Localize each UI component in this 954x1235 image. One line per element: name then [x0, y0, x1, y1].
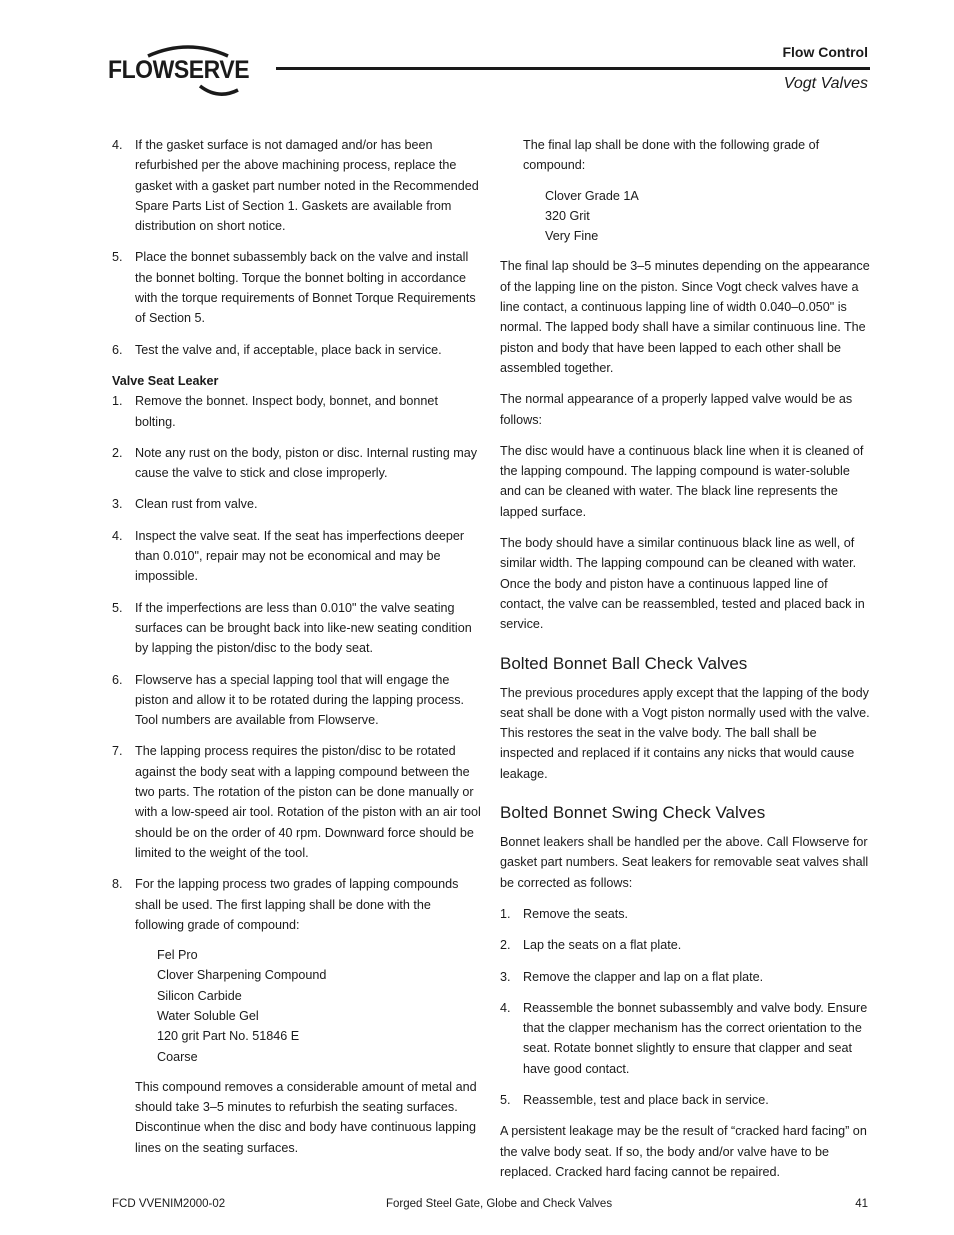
compound-line: Water Soluble Gel: [157, 1008, 259, 1023]
item-text: Reassemble the bonnet subassembly and valve body. Ensure that the clapper mechanism has the correct orientation to the seat. Rotate bonnet slightly to ensure that clapper and seat have good contact.: [523, 1000, 868, 1076]
paragraph: The previous procedures apply except that the lapping of the body seat shall be done with a Vogt piston normally used with the valve. This restores the seat in the valve body. The ball shall be inspected and replaced if it contains any nicks that would cause leakage.: [500, 685, 870, 781]
list-item: [112, 670, 482, 731]
item-number: 3.: [500, 969, 511, 984]
footer-doc-title: Forged Steel Gate, Globe and Check Valves: [386, 1198, 613, 1210]
compound-line: 320 Grit: [545, 208, 590, 223]
item-text: If the imperfections are less than 0.010" the valve seating surfaces can be brought back into like-new seating condition by lapping the piston/disc to the body seat.: [135, 600, 472, 656]
item-number: 1.: [112, 394, 123, 409]
item-followup-text: This compound removes a considerable amount of metal and should take 3–5 minutes to refurbish the seating surfaces. Discontinue when the disc and body have continuous lapping lines on the seating surfaces.: [135, 1079, 477, 1155]
paragraph: Bonnet leakers shall be handled per the above. Call Flowserve for gasket part numbers. Seat leakers for removable seat valves shall be corrected as follows:: [500, 835, 869, 890]
item-text: Remove the seats.: [523, 906, 628, 921]
compound-line: Coarse: [157, 1049, 198, 1064]
compound-line: Clover Sharpening Compound: [157, 968, 327, 983]
item-text: Flowserve has a special lapping tool that will engage the piston and allow it to be rotated during the lapping process. Tool numbers are available from Flowserve.: [135, 672, 465, 728]
list-item: [112, 598, 482, 659]
item-number: 2.: [500, 938, 511, 953]
list-item: [112, 391, 482, 432]
paragraph: The body should have a similar continuous black line as well, of similar width. The lapping compound can be cleaned with water. Once the body and piston have a continuous lapped line of contact, the valve can be reassembled, tested and placed back in service.: [500, 536, 865, 632]
item-number: 4.: [112, 138, 123, 152]
item-number: 5.: [112, 250, 123, 265]
paragraph: A persistent leakage may be the result of “cracked hard facing” on the valve body seat. If so, the body and/or valve have to be replaced. Cracked hard facing cannot be repaired.: [500, 1124, 867, 1179]
logo-wordmark: FLOWSERVE: [108, 56, 250, 84]
seat-leaker-steps-list: [112, 391, 482, 1158]
footer-page-number: 41: [855, 1198, 868, 1210]
list-item: [112, 874, 482, 1158]
item-number: 6.: [112, 342, 123, 357]
bonnet-steps-list: [112, 135, 482, 360]
paragraph: The disc would have a continuous black line when it is cleaned of the lapping compound. The lapping compound is water-soluble and can be cleaned with water. The black line represents the lapped surface.: [500, 443, 864, 519]
coarse-compound-list: [157, 945, 482, 1067]
list-item: [112, 741, 482, 863]
footer-doc-code: FCD VVENIM2000-02: [112, 1198, 226, 1210]
item-text: Inspect the valve seat. If the seat has imperfections deeper than 0.010", repair may not be economical and may be impossible.: [135, 528, 465, 584]
paragraph: The normal appearance of a properly lapped valve would be as follows:: [500, 392, 853, 427]
list-item: [112, 247, 482, 328]
header-brand: Flow Control: [782, 44, 868, 60]
item-number: 2.: [112, 445, 123, 460]
list-item: [500, 967, 872, 987]
paragraph: The final lap should be 3–5 minutes depending on the appearance of the lapping line on the piston. Since Vogt check valves have a line contact, a continuous lapping line of width 0.040–0.050" is normal. The lapped body shall have a similar continuous line. The piston and body that have been lapped to each other shall be assembled together.: [500, 259, 870, 375]
header-product: Vogt Valves: [783, 75, 868, 92]
item-text: Remove the clapper and lap on a flat plate.: [523, 969, 764, 984]
item-text: If the gasket surface is not damaged and/or has been refurbished per the above machining process, replace the gasket with a gasket part number noted in the Recommended Spare Parts List of Section 1. Gaskets are available from distribution on short notice.: [135, 138, 479, 234]
header-rule: [276, 67, 870, 70]
list-item: [500, 998, 872, 1079]
fine-compound-list: [545, 186, 872, 247]
right-column: [500, 135, 872, 1193]
list-item: [112, 135, 482, 236]
list-item: [112, 340, 482, 360]
list-item: [112, 526, 482, 587]
compound-line: 120 grit Part No. 51846 E: [157, 1029, 300, 1044]
item-text: Reassemble, test and place back in service.: [523, 1092, 769, 1107]
item-text: Remove the bonnet. Inspect body, bonnet, and bonnet bolting.: [135, 394, 438, 429]
item-number: 6.: [112, 672, 123, 687]
compound-line: Fel Pro: [157, 948, 198, 963]
list-item: [112, 494, 482, 514]
compound-line: Very Fine: [545, 229, 599, 244]
item-number: 4.: [500, 1000, 511, 1015]
final-lap-intro: The final lap shall be done with the following grade of compound:: [523, 138, 820, 173]
item-number: 3.: [112, 497, 123, 512]
item-text: For the lapping process two grades of lapping compounds shall be used. The first lapping shall be done with the following grade of compound:: [135, 877, 459, 932]
item-number: 8.: [112, 877, 123, 892]
swing-check-heading: Bolted Bonnet Swing Check Valves: [500, 803, 766, 823]
item-text: Clean rust from valve.: [135, 497, 258, 512]
item-text: Test the valve and, if acceptable, place back in service.: [135, 342, 442, 357]
compound-line: Clover Grade 1A: [545, 188, 639, 203]
list-item: [500, 1090, 872, 1110]
valve-seat-leaker-heading: Valve Seat Leaker: [112, 373, 219, 388]
item-number: 1.: [500, 906, 511, 921]
flowserve-logo: [108, 42, 268, 100]
list-item: [500, 935, 872, 955]
item-text: Note any rust on the body, piston or disc. Internal rusting may cause the valve to stick and close improperly.: [135, 445, 478, 481]
list-item: [112, 443, 482, 484]
item-text: The lapping process requires the piston/disc to be rotated against the body seat with a lapping compound between the two parts. The rotation of the piston can be done manually or with a low-speed air tool. Rotation of the piston with an air tool should be on the order of 40 rpm. Downward force should be limited to the weight of the tool.: [135, 744, 481, 860]
item-text: Lap the seats on a flat plate.: [523, 938, 682, 953]
left-column: [112, 135, 482, 1169]
item-number: 4.: [112, 528, 123, 543]
compound-line: Silicon Carbide: [157, 988, 242, 1003]
swing-check-steps-list: [500, 904, 872, 1110]
ball-check-heading: Bolted Bonnet Ball Check Valves: [500, 653, 748, 673]
item-text: Place the bonnet subassembly back on the valve and install the bonnet bolting. Torque the bonnet bolting in accordance with the torque requirements of Bonnet Torque Requirements of Section 5.: [135, 250, 476, 326]
item-number: 5.: [500, 1092, 511, 1107]
item-number: 5.: [112, 600, 123, 615]
list-item: [500, 904, 872, 924]
item-number: 7.: [112, 744, 123, 759]
